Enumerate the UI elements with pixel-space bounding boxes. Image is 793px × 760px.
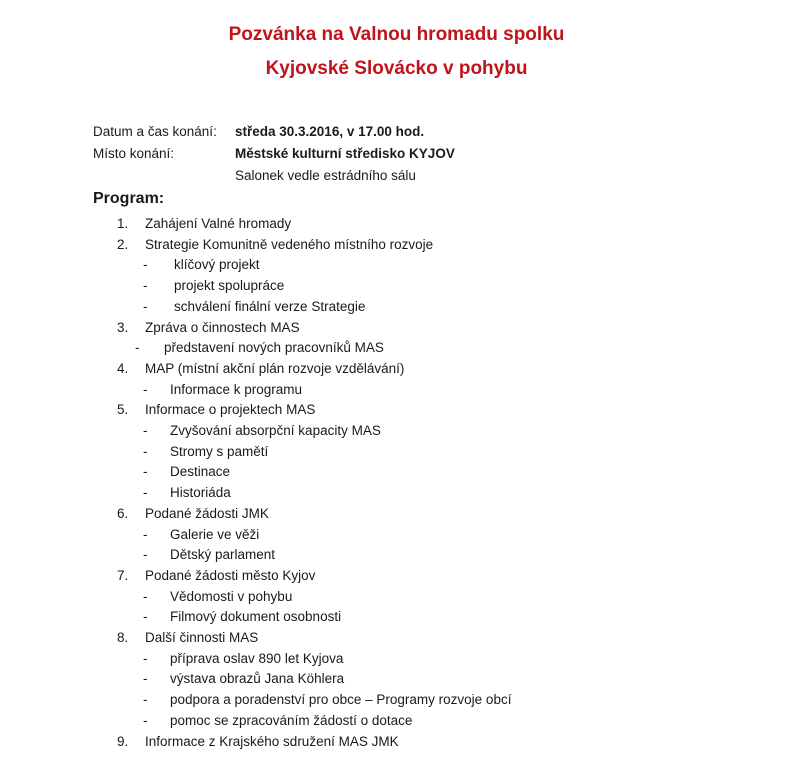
program-item-number: 6. xyxy=(117,505,129,521)
program-item-text: MAP (místní akční plán rozvoje vzdělávání) xyxy=(145,360,405,376)
sub-item-dash: - xyxy=(143,423,148,438)
program-item-number: 8. xyxy=(117,630,129,645)
sub-item-dash: - xyxy=(143,588,148,604)
program-item-text: Strategie Komunitně vedeného místního rozvoje xyxy=(145,236,434,252)
program-item-text: Další činnosti MAS xyxy=(145,630,259,645)
sub-item-dash: - xyxy=(143,609,148,625)
sub-item-text: pomoc se zpracováním žádostí o dotace xyxy=(170,712,413,728)
sub-item-text: Vědomosti v pohybu xyxy=(170,588,293,604)
program-item-number: 2. xyxy=(117,236,129,252)
sub-item-dash: - xyxy=(143,278,148,294)
sub-item-dash: - xyxy=(143,671,148,687)
program-item-number: 3. xyxy=(117,319,129,335)
program-item-text: Informace o projektech MAS xyxy=(145,402,316,418)
program-item-text: Podané žádosti město Kyjov xyxy=(145,567,316,583)
program-item-number: 5. xyxy=(117,402,129,418)
sub-item-dash: - xyxy=(143,443,148,459)
program-heading: Program: xyxy=(93,190,165,207)
sub-item-text: příprava oslav 890 let Kyjova xyxy=(170,650,344,666)
sub-item-text: klíčový projekt xyxy=(174,257,260,273)
invitation-title-line1: Pozvánka na Valnou hromadu spolku xyxy=(228,24,565,45)
program-item-number: 1. xyxy=(117,216,129,231)
sub-item-dash: - xyxy=(143,298,148,314)
sub-item-text: Filmový dokument osobnosti xyxy=(170,609,342,625)
place-value: Městské kulturní středisko KYJOV xyxy=(235,146,455,161)
date-value: středa 30.3.2016, v 17.00 hod. xyxy=(235,124,425,139)
date-label: Datum a čas konání: xyxy=(93,124,217,139)
sub-item-dash: - xyxy=(143,526,148,542)
sub-item-dash: - xyxy=(143,650,148,666)
program-item-text: Informace z Krajského sdružení MAS JMK xyxy=(145,733,399,749)
sub-item-text: schválení finální verze Strategie xyxy=(174,298,366,314)
sub-item-text: Informace k programu xyxy=(170,381,303,397)
sub-item-text: projekt spolupráce xyxy=(174,278,285,294)
program-item-number: 4. xyxy=(117,360,129,376)
program-item-text: Podané žádosti JMK xyxy=(145,505,269,521)
invitation-title-line2: Kyjovské Slovácko v pohybu xyxy=(265,58,528,79)
sub-item-text: podpora a poradenství pro obce – Programy rozvoje obcí xyxy=(170,692,512,708)
sub-item-dash: - xyxy=(143,485,148,501)
sub-item-text: představení nových pracovníků MAS xyxy=(164,340,384,356)
sub-item-dash: - xyxy=(143,257,148,273)
place-label: Místo konání: xyxy=(93,146,175,161)
sub-item-text: Galerie ve věži xyxy=(170,526,260,542)
program-item-number: 9. xyxy=(117,733,129,749)
program-item-number: 7. xyxy=(117,567,129,583)
sub-item-dash: - xyxy=(143,712,148,728)
program-item-text: Zahájení Valné hromady xyxy=(145,216,292,231)
program-item-text: Zpráva o činnostech MAS xyxy=(145,319,300,335)
place-detail: Salonek vedle estrádního sálu xyxy=(235,168,416,183)
sub-item-text: Dětský parlament xyxy=(170,547,276,563)
sub-item-dash: - xyxy=(143,692,148,708)
sub-item-text: Zvyšování absorpční kapacity MAS xyxy=(170,423,381,438)
sub-item-dash: - xyxy=(143,464,148,480)
sub-item-text: Destinace xyxy=(170,464,231,480)
sub-item-text: Stromy s pamětí xyxy=(170,443,269,459)
sub-item-text: výstava obrazů Jana Köhlera xyxy=(170,671,345,687)
sub-item-dash: - xyxy=(143,547,148,563)
sub-item-text: Historiáda xyxy=(170,485,231,501)
sub-item-dash: - xyxy=(143,381,148,397)
sub-item-dash: - xyxy=(135,340,140,356)
